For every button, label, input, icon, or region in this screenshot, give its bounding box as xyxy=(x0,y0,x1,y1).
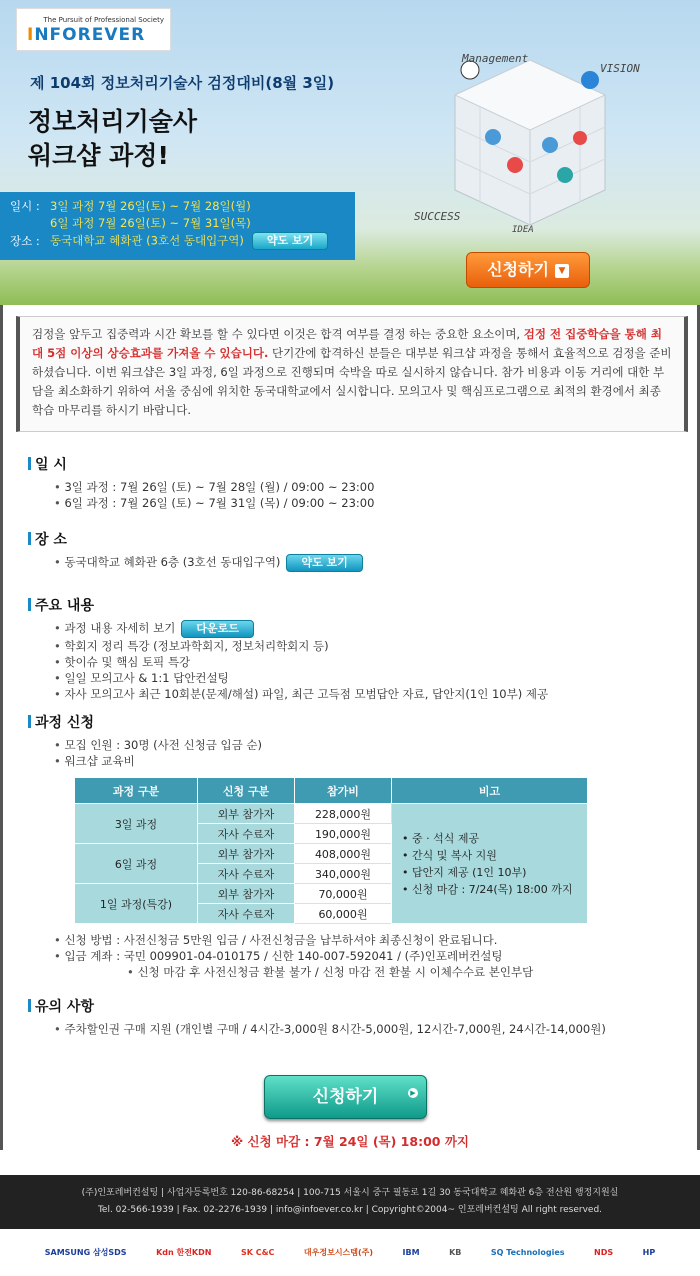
table-cell: 자사 수료자 xyxy=(198,864,295,884)
table-cell: 자사 수료자 xyxy=(198,824,295,844)
table-row xyxy=(75,804,588,824)
heading-bar-icon xyxy=(28,598,31,611)
registration-heading-text: 과정 신청 xyxy=(35,715,94,731)
date-label: 일시 : xyxy=(10,199,40,213)
doodle-idea: IDEA xyxy=(512,225,534,235)
heading-bar-icon xyxy=(28,999,31,1012)
table-header-row xyxy=(75,778,588,804)
partner-logos xyxy=(0,1229,700,1276)
date-line2: 6일 과정 7월 26일(토) ~ 7월 31일(목) xyxy=(50,216,251,230)
deadline-text: ※ 신청 마감 : 7월 24일 (목) 18:00 까지 xyxy=(231,1134,469,1149)
hero-map-button[interactable]: 약도 보기 xyxy=(252,232,328,250)
partner-logo[interactable]: Kdn 한전KDN xyxy=(156,1248,212,1257)
account-note: • 신청 마감 후 사전신청금 환불 불가 / 신청 마감 전 환불 시 이체수수료 본인부담 xyxy=(54,964,588,980)
intro-text-highlight: 검정 전 집중학습을 통해 최대 5점 이상의 상승효과를 가져올 수 있습니다. xyxy=(32,327,662,360)
table-header: 참가비 xyxy=(295,778,392,804)
arrow-right-icon: ▶ xyxy=(408,1088,418,1098)
intro-box xyxy=(16,316,688,432)
apply-button[interactable] xyxy=(264,1075,427,1119)
list-item: • 자사 모의고사 최근 10회분(문제/해설) 파일, 최근 고득점 모범답안 자료, 답안지(1인 10부) 제공 xyxy=(54,686,548,702)
table-header: 비고 xyxy=(392,778,588,804)
registration-section xyxy=(28,713,588,980)
table-cell: 70,000원 xyxy=(295,884,392,904)
apply-button-label: 신청하기 xyxy=(312,1087,379,1107)
map-button[interactable]: 약도 보기 xyxy=(286,554,362,572)
registration-heading xyxy=(28,713,588,733)
notice-heading-text: 유의 사항 xyxy=(35,999,94,1015)
heading-bar-icon xyxy=(28,715,31,728)
notice-section xyxy=(28,997,606,1037)
hero-subtitle: 제 104회 정보처리기술사 검정대비(8월 3일) xyxy=(30,74,335,92)
hero-title-line1: 정보처리기술사 xyxy=(28,107,198,136)
intro-text-2: 단기간에 합격하신 분들은 대부분 워크샵 과정을 통해서 효율적으로 검정을 준비하셨습니다. 이번 워크샵은 3일 과정, 6일 과정으로 진행되며 숙박을 따로 실시하지 않습니다. 참가 비용과 이동 거리에 대한 부담을 최소화하기 위하여 서울 중심에 위치한 동국대학교에서 실시합니다. 모의고사 및 핵심프로그램으로 최적의 환경에서 최종 학습 마무리를 하시기 바랍니다. xyxy=(32,346,672,417)
schedule-heading xyxy=(28,455,374,475)
partner-logo[interactable]: NDS xyxy=(594,1248,614,1257)
partner-logo[interactable]: IBM xyxy=(402,1248,420,1257)
note-line: • 신청 마감 : 7/24(목) 18:00 까지 xyxy=(402,882,573,896)
heading-bar-icon xyxy=(28,532,31,545)
table-header: 과정 구분 xyxy=(75,778,198,804)
footer xyxy=(0,1175,700,1229)
table-notes-cell xyxy=(392,804,588,924)
list-item: • 워크샵 교육비 xyxy=(54,753,588,769)
note-line: • 간식 및 복사 지원 xyxy=(402,848,497,862)
location-heading xyxy=(28,530,363,550)
list-item: • 핫이슈 및 핵심 토픽 특강 xyxy=(54,654,548,670)
download-button[interactable]: 다운로드 xyxy=(181,620,254,638)
contents-heading-text: 주요 내용 xyxy=(35,598,94,614)
location-heading-text: 장 소 xyxy=(35,532,67,548)
location-section xyxy=(28,530,363,572)
partner-logo[interactable]: KB xyxy=(449,1248,462,1257)
hero-apply-button[interactable] xyxy=(466,252,590,288)
table-cell: 60,000원 xyxy=(295,904,392,924)
footer-line1: (주)인포레버컨설팅 | 사업자등록번호 120-86-68254 | 100-715 서울시 중구 필동로 1길 30 동국대학교 혜화관 6층 전산원 행정지원실 xyxy=(81,1188,619,1198)
logo-tagline: The Pursuit of Professional Society xyxy=(43,16,164,24)
table-cell: 외부 참가자 xyxy=(198,884,295,904)
table-cell: 3일 과정 xyxy=(75,804,198,844)
table-cell: 408,000원 xyxy=(295,844,392,864)
table-cell: 6일 과정 xyxy=(75,844,198,884)
list-item: • 주차할인권 구매 지원 (개인별 구매 / 4시간-3,000원 8시간-5,000원, 12시간-7,000원, 24시간-14,000원) xyxy=(54,1021,606,1037)
hero-title-line2: 워크샵 과정! xyxy=(28,141,169,170)
date-line1: 3일 과정 7월 26일(토) ~ 7월 28일(월) xyxy=(50,199,251,213)
location-text: 동국대학교 혜화관 6층 (3호선 동대입구역) xyxy=(64,555,281,569)
contents-section xyxy=(28,596,548,702)
intro-text-1: 검정을 앞두고 집중력과 시간 확보를 할 수 있다면 이것은 합격 여부를 결정 하는 중요한 요소이며, xyxy=(32,327,521,341)
table-cell: 외부 참가자 xyxy=(198,804,295,824)
heading-bar-icon xyxy=(28,457,31,470)
download-item-text: 과정 내용 자세히 보기 xyxy=(64,621,176,635)
table-cell: 외부 참가자 xyxy=(198,844,295,864)
list-item: • 3일 과정 : 7월 26일 (토) ~ 7월 28일 (월) / 09:00 ~ 23:00 xyxy=(54,479,374,495)
note-line: • 답안지 제공 (1인 10부) xyxy=(402,865,527,879)
partner-logo[interactable]: SK C&C xyxy=(240,1248,275,1257)
triangle-down-icon: ▼ xyxy=(555,264,569,278)
list-item xyxy=(54,554,363,572)
table-cell: 190,000원 xyxy=(295,824,392,844)
hero-banner xyxy=(0,0,700,305)
list-item: • 일일 모의고사 & 1:1 답안컨설팅 xyxy=(54,670,548,686)
fee-table xyxy=(74,777,588,924)
contents-heading xyxy=(28,596,548,616)
partner-logo[interactable]: SAMSUNG 삼성SDS xyxy=(44,1248,127,1257)
table-cell: 340,000원 xyxy=(295,864,392,884)
partner-logo[interactable]: HP xyxy=(642,1248,656,1257)
list-item: • 신청 방법 : 사전신청금 5만원 입금 / 사전신청금을 납부하셔야 최종신청이 완료됩니다. xyxy=(54,932,588,948)
schedule-heading-text: 일 시 xyxy=(35,457,67,473)
table-cell: 228,000원 xyxy=(295,804,392,824)
doodle-success: SUCCESS xyxy=(414,210,461,223)
note-line: • 중 · 석식 제공 xyxy=(402,831,480,845)
doodle-vision: VISION xyxy=(600,62,640,75)
notice-heading xyxy=(28,997,606,1017)
list-item xyxy=(54,620,548,638)
event-info-band xyxy=(0,192,355,260)
footer-line2: Tel. 02-566-1939 | Fax. 02-2276-1939 | info@infoever.co.kr | Copyright©2004~ 인포레버컨설팅 All right reserved. xyxy=(97,1205,603,1215)
partner-logo[interactable]: 대우정보시스템(주) xyxy=(303,1248,374,1257)
hero-apply-label: 신청하기 xyxy=(487,260,549,279)
list-item: • 입금 계좌 : 국민 009901-04-010175 / 신한 140-007-592041 / (주)인포레버컨설팅 xyxy=(54,948,588,964)
doodle-management: Management xyxy=(462,52,529,65)
schedule-section xyxy=(28,455,374,511)
table-header: 신청 구분 xyxy=(198,778,295,804)
table-cell: 1일 과정(특강) xyxy=(75,884,198,924)
hero-title xyxy=(28,105,197,173)
table-cell: 자사 수료자 xyxy=(198,904,295,924)
logo-wordmark: INFOREVER xyxy=(27,25,146,45)
inforever-logo[interactable] xyxy=(16,8,171,51)
list-item: • 학회지 정리 특강 (정보과학회지, 정보처리학회지 등) xyxy=(54,638,548,654)
list-item: • 6일 과정 : 7월 26일 (토) ~ 7월 31일 (목) / 09:00 ~ 23:00 xyxy=(54,495,374,511)
place-value: 동국대학교 혜화관 (3호선 동대입구역) xyxy=(50,233,244,248)
place-label: 장소 : xyxy=(10,233,40,248)
list-item: • 모집 인원 : 30명 (사전 신청금 입금 순) xyxy=(54,737,588,753)
partner-logo[interactable]: SQ Technologies xyxy=(490,1248,565,1257)
